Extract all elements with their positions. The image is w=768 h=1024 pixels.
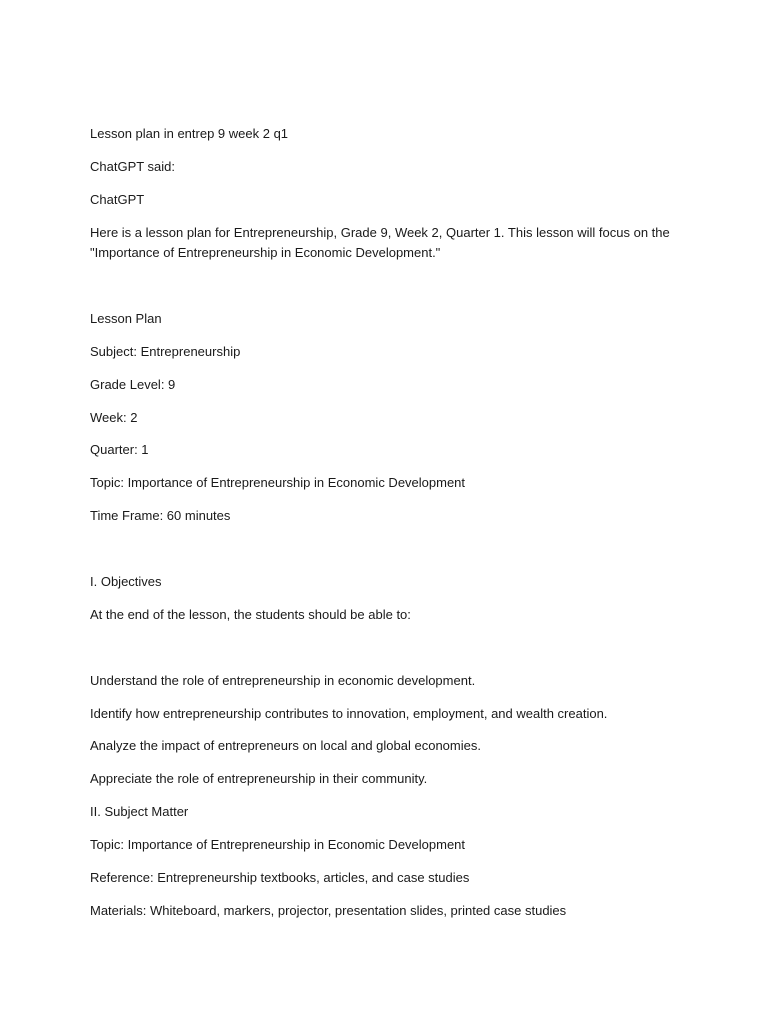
subject-matter-reference: Reference: Entrepreneurship textbooks, articles, and case studies xyxy=(90,870,470,885)
objective-item: Identify how entrepreneurship contributes to innovation, employment, and wealth creation. xyxy=(90,706,608,721)
objective-item: Appreciate the role of entrepreneurship in their community. xyxy=(90,771,428,786)
intro-line-2: "Importance of Entrepreneurship in Economic Development." xyxy=(90,245,441,260)
document-title-line: Lesson plan in entrep 9 week 2 q1 xyxy=(90,126,289,141)
subject-matter-heading: II. Subject Matter xyxy=(90,804,189,819)
subject-line: Subject: Entrepreneurship xyxy=(90,344,241,359)
objective-item: Analyze the impact of entrepreneurs on local and global economies. xyxy=(90,738,481,753)
week-line: Week: 2 xyxy=(90,410,138,425)
objectives-intro: At the end of the lesson, the students should be able to: xyxy=(90,607,411,622)
lesson-plan-heading: Lesson Plan xyxy=(90,311,162,326)
intro-line-1: Here is a lesson plan for Entrepreneurship, Grade 9, Week 2, Quarter 1. This lesson will focus on the xyxy=(90,225,670,240)
author-line: ChatGPT xyxy=(90,192,145,207)
subject-matter-topic: Topic: Importance of Entrepreneurship in Economic Development xyxy=(90,837,466,852)
quarter-line: Quarter: 1 xyxy=(90,442,149,457)
grade-level-line: Grade Level: 9 xyxy=(90,377,176,392)
topic-line: Topic: Importance of Entrepreneurship in Economic Development xyxy=(90,475,466,490)
objective-item: Understand the role of entrepreneurship in economic development. xyxy=(90,673,476,688)
objectives-heading: I. Objectives xyxy=(90,574,162,589)
time-frame-line: Time Frame: 60 minutes xyxy=(90,508,231,523)
subject-matter-materials: Materials: Whiteboard, markers, projector, presentation slides, printed case studies xyxy=(90,903,567,918)
said-line: ChatGPT said: xyxy=(90,159,176,174)
